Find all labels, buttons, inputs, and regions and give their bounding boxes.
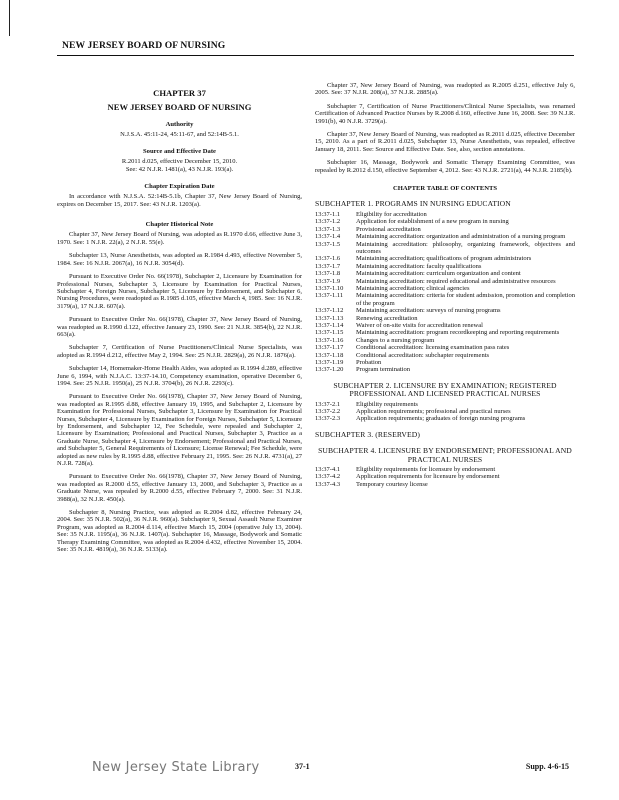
toc-section-title: Maintaining accreditation: criteria for student admission, promotion and completion of the program [356,292,575,307]
expiration-heading: Chapter Expiration Date [144,182,215,190]
toc-entry [315,278,575,285]
toc-entry [315,285,575,292]
history-heading: Chapter Historical Note [145,221,214,229]
history-paragraph: Pursuant to Executive Order No. 66(1978), Chapter 37, New Jersey Board of Nursing, was readopted as R.1995 d.88, effective January 19, 1995, and Subchapter 2, Licensure by Examination for Professional Nurses, Subchapter 3, Licensure by Examination for Practical Nurses, Subchapter 4, Licensure by Examination for Foreign Nurses, Subchapter 5, Licensure by Endorsement, and Subchapter 12, Fee Schedule, were repealed and Subchapter 2, Licensure by Examination; Professional and Practical Nurses, Subchapter 3, Practice as a Graduate Nurse, Subchapter 4, Licensure by Endorsement; Professional and Practical Nurses, and Subchapter 5, General Requirements of Licensure; License Renewal; Fee Schedule, were adopted as new rules by R.1995 d.88, effective February 21, 1995. See: 26 N.J.R. 4731(a), 27 N.J.R. 728(a). [57,393,302,468]
toc-section-title: Application requirements for licensure by endorsement [356,473,500,481]
toc-section-number: 13:37-1.12 [315,307,344,315]
subchapter-3-title: SUBCHAPTER 3. (RESERVED) [315,429,420,439]
toc-entry [315,408,575,415]
history-paragraph: Chapter 37, New Jersey Board of Nursing, was readopted as R.2011 d.025, effective December 15, 2010. As a part of R.2011 d.025, Subchapter 13, Nurse Anesthetists, was repealed, effective January 18, 2011. See: Source and Effective Date. See, also, section annotations. [315,131,575,153]
chapter-title: NEW JERSEY BOARD OF NURSING [107,102,252,113]
history-paragraph: Chapter 37, New Jersey Board of Nursing, was adopted as R.1970 d.66, effective June 3, 1970. See: 1 N.J.R. 22(a), 2 N.J.R. 55(e). [57,231,302,246]
source-citation: See: 42 N.J.R. 1481(a), 43 N.J.R. 193(a). [125,166,234,174]
left-column [57,72,302,554]
toc-section-number: 13:37-1.4 [315,233,341,241]
toc-section-title: Eligibility for accreditation [356,210,427,218]
toc-section-title: Maintaining accreditation; qualifications of program administrators [356,255,532,263]
toc-section-title: Maintaining accreditation: surveys of nursing programs [356,307,501,315]
history-paragraph: Subchapter 13, Nurse Anesthetists, was adopted as R.1984 d.493, effective November 5, 1984. See: 16 N.J.R. 2067(a), 16 N.J.R. 3054(d). [57,252,302,267]
subchapter-2-toc [315,401,575,423]
toc-entry [315,473,575,480]
toc-section-number: 13:37-1.10 [315,284,344,292]
header-rule [57,55,574,56]
toc-section-number: 13:37-1.2 [315,218,341,226]
toc-entry [315,241,575,256]
toc-section-title: Temporary courtesy license [356,480,428,488]
toc-section-title: Conditional accreditation: licensing examination pass rates [356,344,510,352]
toc-section-title: Provisional accreditation [356,225,421,233]
toc-entry [315,322,575,329]
toc-section-title: Probation [356,359,382,366]
toc-section-number: 13:37-1.13 [315,314,344,322]
toc-entry [315,211,575,218]
toc-entry [315,226,575,233]
authority-text: N.J.S.A. 45:11-24, 45:11-67, and 52:14B-5.1. [120,131,239,139]
toc-entry [315,415,575,422]
toc-entry [315,329,575,336]
history-paragraph: Subchapter 14, Homemaker-Home Health Aides, was adopted as R.1994 d.289, effective June 6, 1994, with N.J.A.C. 13:37-14.10, Competency examination, operative December 6, 1994. See: 25 N.J.R. 1950(a), 25 N.J.R. 3704(b), 26 N.J.R. 2293(c). [57,365,302,387]
toc-section-title: Application requirements; professional and practical nurses [356,408,511,416]
toc-section-title: Renewing accreditation [356,314,418,322]
history-paragraph: Subchapter 7, Certification of Nurse Practitioners/Clinical Nurse Specialists, was renamed Certification of Advanced Practice Nurses by R.2008 d.160, effective June 16, 2008. See: 39 N.J.R. 1991(b), 40 N.J.R. 3729(a). [315,102,575,125]
history-paragraph: Chapter 37, New Jersey Board of Nursing, was readopted as R.2005 d.251, effective July 6, 2005. See: 37 N.J.R. 208(a), 37 N.J.R. 2885(a). [315,82,575,97]
library-watermark: New Jersey State Library [92,760,260,775]
toc-section-number: 13:37-1.9 [315,277,341,285]
supplement-date: Supp. 4-6-15 [525,762,569,771]
toc-section-title: Program termination [356,366,410,374]
toc-section-number: 13:37-1.11 [315,292,344,300]
toc-section-number: 13:37-1.16 [315,336,344,344]
toc-entry [315,401,575,408]
toc-entry [315,466,575,473]
toc-section-number: 13:37-1.5 [315,240,341,248]
source-heading: Source and Effective Date [143,147,216,155]
toc-section-number: 13:37-1.14 [315,321,344,329]
toc-section-title: Application requirements; graduates of foreign nursing programs [356,415,526,423]
toc-section-number: 13:37-1.6 [315,255,341,263]
toc-section-title: Maintaining accreditation: curriculum organization and content [356,270,521,278]
toc-section-title: Waiver of on-site visits for accreditation renewal [356,321,483,329]
toc-entry [315,366,575,373]
history-paragraph: Pursuant to Executive Order No. 66(1978), Chapter 37, New Jersey Board of Nursing, was readopted as R.2000 d.55, effective January 13, 2000, and Subchapter 3, Practice as a Graduate Nurse, was repealed by R.2000 d.55, effective February 7, 2000. See: 31 N.J.R. 3988(a), 32 N.J.R. 450(a). [57,473,302,503]
toc-section-title: Application for establishment of a new program in nursing [356,218,509,226]
toc-entry [315,359,575,366]
toc-section-number: 13:37-2.3 [315,415,341,423]
chapter-number: CHAPTER 37 [153,88,206,98]
toc-entry [315,307,575,314]
toc-section-number: 13:37-1.8 [315,270,341,278]
source-line: R.2011 d.025, effective December 15, 2010. [121,158,238,166]
toc-entry [315,270,575,277]
running-head: NEW JERSEY BOARD OF NURSING [62,40,226,51]
toc-section-number: 13:37-4.1 [315,466,341,474]
toc-entry [315,218,575,225]
subchapter-1-title: SUBCHAPTER 1. PROGRAMS IN NURSING EDUCATION [315,199,511,209]
toc-entry [315,233,575,240]
toc-entry [315,315,575,322]
scan-margin-line [9,0,10,36]
history-paragraph: Subchapter 16, Massage, Bodywork and Somatic Therapy Examining Committee, was repealed by R.2012 d.150, effective September 4, 2012. See: 43 N.J.R. 2721(a), 44 N.J.R. 2185(b). [315,159,575,174]
toc-entry [315,344,575,351]
toc-section-title: Changes to a nursing program [356,336,435,344]
toc-section-number: 13:37-2.1 [315,400,341,408]
toc-section-number: 13:37-1.19 [315,359,344,366]
toc-section-number: 13:37-1.15 [315,329,344,337]
toc-entry [315,337,575,344]
toc-section-title: Maintaining accreditation: faculty qualifications [356,262,482,270]
toc-heading: CHAPTER TABLE OF CONTENTS [392,185,498,193]
history-paragraph: Pursuant to Executive Order No. 66(1978), Subchapter 2, Licensure by Examination for Professional Nurses, Subchapter 3, Licensure by Examination for Practical Nurses, Subchapter 4, Foreign Nurses, Subchapter 5, Licensure by Endorsement, and Subchapter 6, Nursing Procedures, were readopted as R.1985 d.105, effective March 4, 1985. See: 16 N.J.R. 3179(a), 17 N.J.R. 607(a). [57,273,302,310]
subchapter-4-toc [315,466,575,488]
toc-section-number: 13:37-4.3 [315,480,341,488]
toc-section-title: Eligibility requirements for licensure by endorsement [356,466,496,474]
history-paragraph: Subchapter 8, Nursing Practice, was adopted as R.2004 d.82, effective February 24, 2004. See: 35 N.J.R. 502(a), 36 N.J.R. 960(a). Subchapter 9, Sexual Assault Nurse Examiner Program, was adopted as R.2004 d.114, effective March 15, 2004 (operative July 13, 2004). See: 35 N.J.R. 1195(a), 36 N.J.R. 1407(a). Subchapter 16, Massage, Bodywork and Somatic Therapy Examining Committee, was adopted as R.2004 d.432, effective November 15, 2004. See: 35 N.J.R. 4819(a), 36 N.J.R. 5133(a). [57,509,302,554]
subchapter-1-toc [315,211,575,374]
toc-entry [315,292,575,307]
toc-section-number: 13:37-1.17 [315,344,344,352]
history-paragraph: Pursuant to Executive Order No. 66(1978), Chapter 37, New Jersey Board of Nursing, was readopted as R.1990 d.122, effective January 23, 1990. See: 21 N.J.R. 3854(b), 22 N.J.R. 663(a). [57,316,302,338]
toc-section-number: 13:37-1.3 [315,225,341,233]
toc-section-title: Eligibility requirements [356,400,418,408]
subchapter-2-title: SUBCHAPTER 2. LICENSURE BY EXAMINATION; REGISTERED PROFESSIONAL AND LICENSED PRACTICAL NURSES [333,380,557,399]
toc-section-number: 13:37-2.2 [315,408,341,416]
toc-entry [315,352,575,359]
subchapter-4-title: SUBCHAPTER 4. LICENSURE BY ENDORSEMENT; PROFESSIONAL AND PRACTICAL NURSES [318,446,572,464]
toc-section-title: Maintaining accreditation: organization and administration of a nursing program [356,233,566,241]
right-column [315,82,575,488]
toc-section-number: 13:37-1.20 [315,366,344,374]
toc-section-title: Maintaining accreditation: program recordkeeping and reporting requirements [356,329,560,337]
toc-section-title: Maintaining accreditation; clinical agencies [356,284,470,292]
toc-section-title: Maintaining accreditation: required educational and administrative resources [356,277,556,285]
toc-section-number: 13:37-1.1 [315,210,341,218]
toc-section-number: 13:37-4.2 [315,473,341,481]
toc-section-number: 13:37-1.18 [315,351,344,359]
toc-entry [315,263,575,270]
expiration-text: In accordance with N.J.S.A. 52:14B-5.1b, Chapter 37, New Jersey Board of Nursing, expires on December 15, 2017. See: 43 N.J.R. 1203(a). [57,193,302,208]
history-paragraph: Subchapter 7, Certification of Nurse Practitioners/Clinical Nurse Specialists, was adopted as R.1994 d.212, effective May 2, 1994. See: 25 N.J.R. 2829(a), 26 N.J.R. 1876(a). [57,344,302,359]
toc-entry [315,255,575,262]
toc-section-title: Conditional accreditation: subchapter requirements [356,351,490,359]
toc-section-number: 13:37-1.7 [315,262,341,270]
page-number: 37-1 [295,762,310,771]
authority-heading: Authority [165,120,194,128]
toc-section-title: Maintaining accreditation: philosophy, organizing framework, objectives and outcomes [356,240,575,255]
toc-entry [315,481,575,488]
